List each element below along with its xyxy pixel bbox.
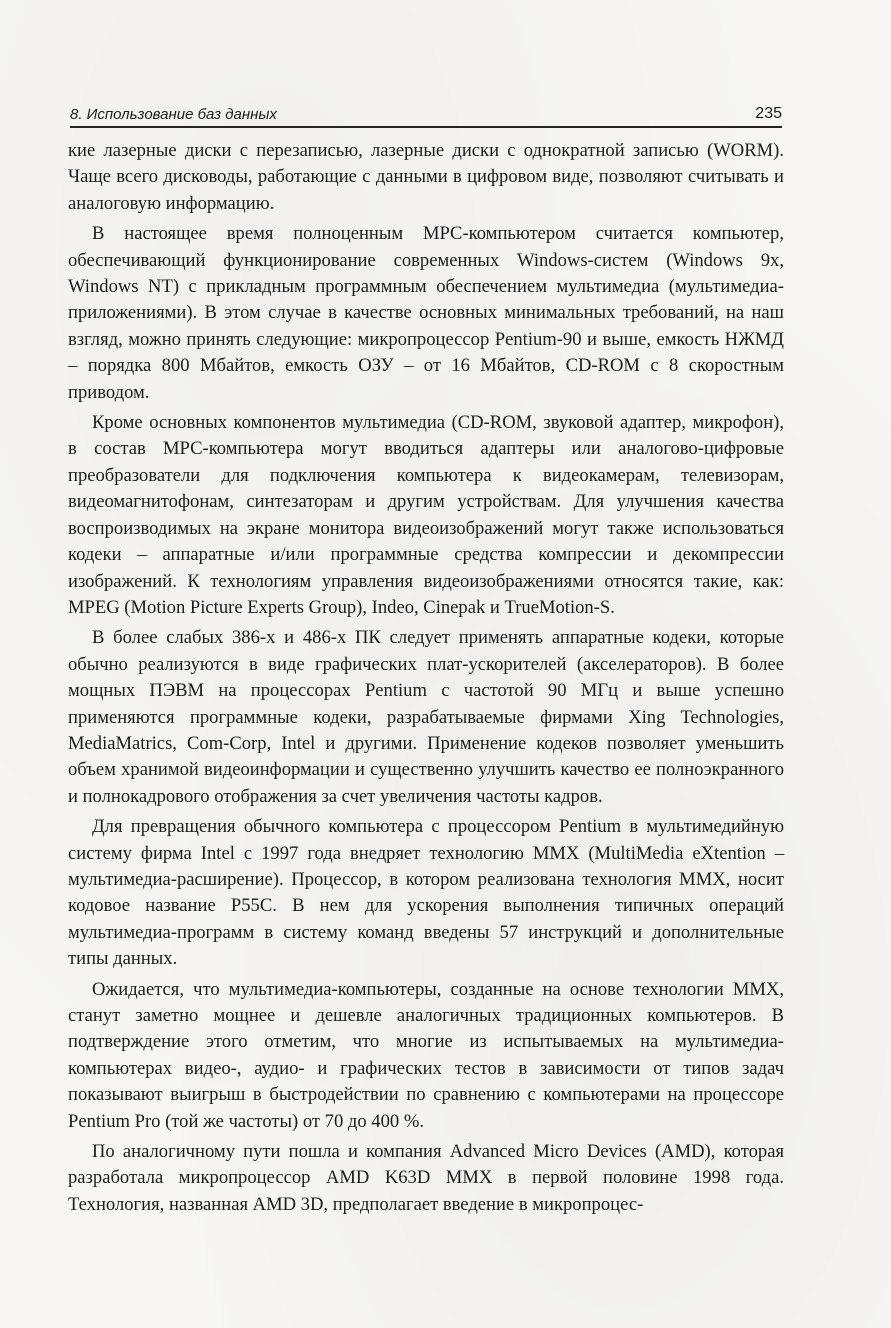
paragraph-mmx-performance: Ожидается, что мультимедиа-компьютеры, созданные на основе технологии MMX, станут заметно мощнее и дешевле аналогичных традиционных компьютеров. В подтверждение этого отметим, что многие из испытываемых на мультимедиа-компьютерах видео-, аудио- и графических тестов в зависимости от типов задач показывают выигрыш в быстродействии по сравнению с компьютерами на процессоре Pentium Pro (той же частоты) от 70 до 400 %. <box>68 978 784 1132</box>
body-text <box>68 138 784 1222</box>
paragraph-mmx-technology: Для превращения обычного компьютера с процессором Pentium в мультимедийную систему фирма Intel с 1997 года внедряет технологию MMX (MultiMedia eXtention – мультимедиа-расширение). Процессор, в котором реализована технология MMX, носит кодовое название P55C. В нем для ускорения выполнения типичных операций мультимедиа-программ в систему команд введены 57 инструкций и дополнительные типы данных. <box>68 816 784 970</box>
paragraph-mpc-components: Кроме основных компонентов мультимедиа (CD-ROM, звуковой адаптер, микрофон), в состав МРС-компьютера могут вводиться адаптеры или аналогово-цифровые преобразователи для подключения компьютера к видеокамерам, телевизорам, видеомагнитофонам, синтезаторам и другим устройствам. Для улучшения качества воспроизводимых на экране монитора видеоизображений могут также использоваться кодеки – аппаратные и/или программные средства компрессии и декомпрессии изображений. К технологиям управления видеоизображениями относятся такие, как: MPEG (Motion Picture Experts Group), Indeo, Cinepak и TrueMotion-S. <box>68 412 784 618</box>
paragraph-mpc-requirements: В настоящее время полноценным МРС-компьютером считается компьютер, обеспечивающий функционирование современных Windows-систем (Windows 9x, Windows NT) с прикладным программным обеспечением мультимедиа (мультимедиа-приложениями). В этом случае в качестве основных минимальных требований, на наш взгляд, можно принять следующие: микропроцессор Pentium-90 и выше, емкость НЖМД – порядка 800 Мбайтов, емкость ОЗУ – от 16 Мбайтов, CD-ROM с 8 скоростным приводом. <box>68 223 784 403</box>
section-title: 8. Использование баз данных <box>70 106 277 123</box>
paragraph-continued: кие лазерные диски с перезаписью, лазерные диски с однократной записью (WORM). Чаще всего дисководы, работающие с данными в цифровом виде, позволяют считывать и аналоговую информацию. <box>68 140 784 214</box>
page-number: 235 <box>755 105 782 122</box>
running-header <box>70 101 782 128</box>
paragraph-codecs: В более слабых 386-х и 486-х ПК следует применять аппаратные кодеки, которые обычно реализуются в виде графических плат-ускорителей (акселераторов). В более мощных ПЭВМ на процессорах Pentium с частотой 90 МГц и выше успешно применяются программные кодеки, разрабатываемые фирмами Xing Technologies, MediaMatrics, Com-Corp, Intel и другими. Применение кодеков позволяет уменьшить объем хранимой видеоинформации и существенно улучшить качество ее полноэкранного и полнокадрового отображения за счет увеличения частоты кадров. <box>68 627 784 807</box>
paragraph-amd-3d: По аналогичному пути пошла и компания Advanced Micro Devices (AMD), которая разработала микропроцессор AMD K63D MMX в первой половине 1998 года. Технология, названная AMD 3D, предполагает введение в микропроцес- <box>68 1141 784 1215</box>
